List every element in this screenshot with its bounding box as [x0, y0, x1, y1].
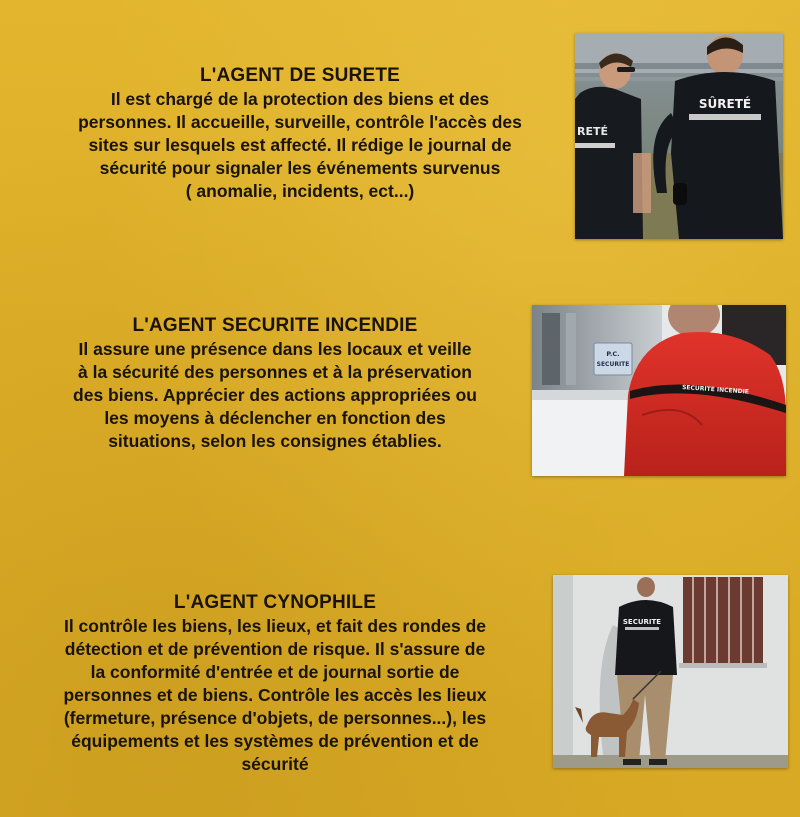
badge-back-text: SECURITE [622, 618, 662, 626]
section-description: Il est chargé de la protection des biens et des personnes. Il accueille, surveille, contrôle l'accès des sites sur lesquels est affecté. Il rédige le journal de sécurité pour signaler les événements survenus ( anomalie, incidents, ect...) [78, 89, 522, 201]
sign-text-line1: P.C. [606, 350, 620, 358]
badge-back-text: SÛRETÉ [698, 97, 752, 111]
photo-dog-handler-agent [553, 575, 788, 768]
jacket-label-text: SECURITE INCENDIE [681, 384, 750, 396]
section-agent-securite-incendie [20, 315, 530, 453]
section-description: Il contrôle les biens, les lieux, et fait des rondes de détection et de prévention de risque. Il s'assure de la conformité d'entrée et de journal sortie de personnes et de biens. Contrôle les accès les lieux (fermeture, présence d'objets, de personnes...), les équipements et les systèmes de prévention et de sécurité [63, 616, 487, 774]
badge-side-text: RETÉ [577, 125, 609, 138]
section-agent-surete [35, 65, 565, 203]
section-title: L'AGENT SECURITE INCENDIE [132, 315, 418, 336]
photo-fire-safety-agent [532, 305, 786, 476]
sign-text-line2: SECURITE [596, 361, 630, 368]
section-title: L'AGENT DE SURETE [199, 65, 401, 86]
section-agent-cynophile [10, 592, 540, 776]
section-title: L'AGENT CYNOPHILE [173, 592, 377, 613]
section-description: Il assure une présence dans les locaux et veille à la sécurité des personnes et à la préservation des biens. Apprécier des actions appropriées ou les moyens à déclencher en fonction des situations, selon les consignes établies. [73, 339, 477, 451]
photo-security-agents [575, 33, 783, 239]
